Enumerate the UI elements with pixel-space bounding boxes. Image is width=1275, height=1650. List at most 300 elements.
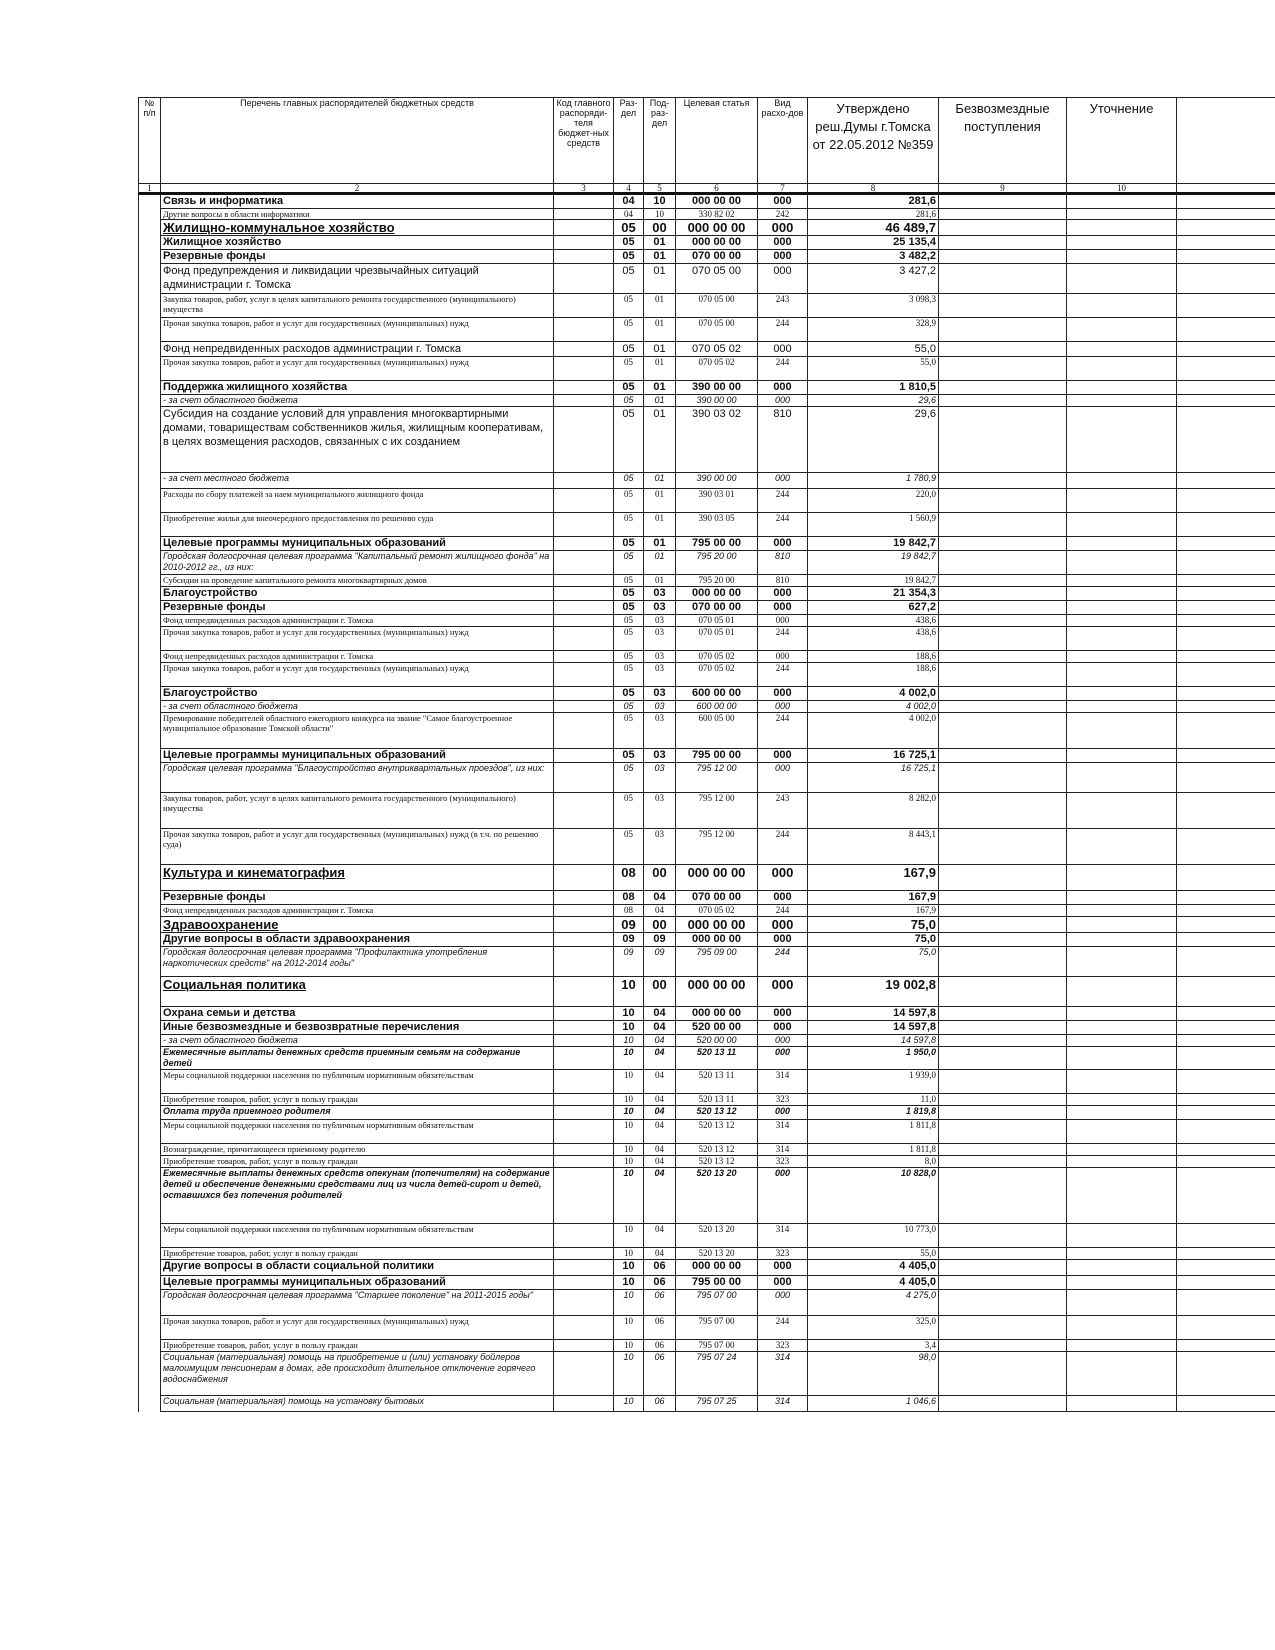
table-row — [139, 395, 1275, 407]
approved-amount: 29,6 — [808, 407, 939, 473]
approved-amount: 188,6 — [808, 663, 939, 687]
num-cell — [139, 551, 161, 575]
extra-cell — [1177, 1276, 1275, 1290]
expense-type-cell: 000 — [758, 891, 808, 905]
section-cell: 05 — [614, 829, 644, 865]
table-row — [139, 1106, 1275, 1120]
row-name: Фонд непредвиденных расходов администрации г. Томска — [161, 905, 554, 917]
expense-type-cell: 000 — [758, 1106, 808, 1120]
approved-amount: 16 725,1 — [808, 749, 939, 763]
target-item-cell: 000 00 00 — [676, 587, 758, 601]
clarification-cell — [1067, 1224, 1177, 1248]
target-item-cell: 795 07 00 — [676, 1340, 758, 1352]
extra-cell — [1177, 537, 1275, 551]
table-header-row — [139, 98, 1275, 184]
row-name: Прочая закупка товаров, работ и услуг для государственных (муниципальных) нужд (в т.ч. по решению суда) — [161, 829, 554, 865]
subsection-cell: 04 — [644, 1168, 676, 1224]
section-cell: 08 — [614, 891, 644, 905]
code-cell — [554, 1021, 614, 1035]
approved-amount: 8 282,0 — [808, 793, 939, 829]
grants-cell — [939, 1352, 1067, 1396]
section-cell: 10 — [614, 1396, 644, 1412]
num-cell — [139, 1248, 161, 1260]
code-cell — [554, 615, 614, 627]
col-number-9: 9 — [939, 184, 1067, 194]
expense-type-cell: 314 — [758, 1352, 808, 1396]
num-cell — [139, 407, 161, 473]
grants-cell — [939, 891, 1067, 905]
row-name: Оплата труда приемного родителя — [161, 1106, 554, 1120]
num-cell — [139, 1106, 161, 1120]
table-row — [139, 1224, 1275, 1248]
section-cell: 04 — [614, 194, 644, 209]
table-row — [139, 575, 1275, 587]
num-cell — [139, 1396, 161, 1412]
num-cell — [139, 381, 161, 395]
clarification-cell — [1067, 829, 1177, 865]
grants-cell — [939, 1120, 1067, 1144]
section-cell: 10 — [614, 1156, 644, 1168]
target-item-cell: 070 05 00 — [676, 264, 758, 294]
row-name: Прочая закупка товаров, работ и услуг для государственных (муниципальных) нужд — [161, 627, 554, 651]
expense-type-cell: 810 — [758, 551, 808, 575]
row-name: Приобретение жилья для внеочередного предоставления по решению суда — [161, 513, 554, 537]
code-cell — [554, 587, 614, 601]
grants-cell — [939, 209, 1067, 220]
table-row — [139, 264, 1275, 294]
clarification-cell — [1067, 264, 1177, 294]
expense-type-cell: 000 — [758, 473, 808, 489]
table-body — [139, 194, 1275, 1412]
num-cell — [139, 917, 161, 933]
row-name: - за счет областного бюджета — [161, 395, 554, 407]
section-cell: 10 — [614, 1106, 644, 1120]
extra-cell — [1177, 1290, 1275, 1316]
expense-type-cell: 000 — [758, 220, 808, 236]
subsection-cell: 04 — [644, 891, 676, 905]
grants-cell — [939, 1276, 1067, 1290]
clarification-cell — [1067, 395, 1177, 407]
section-cell: 05 — [614, 627, 644, 651]
expense-type-cell: 323 — [758, 1248, 808, 1260]
section-cell: 05 — [614, 264, 644, 294]
expense-type-cell: 314 — [758, 1396, 808, 1412]
target-item-cell: 390 00 00 — [676, 381, 758, 395]
num-cell — [139, 829, 161, 865]
subsection-cell: 03 — [644, 587, 676, 601]
subsection-cell: 01 — [644, 473, 676, 489]
clarification-cell — [1067, 763, 1177, 793]
extra-cell — [1177, 236, 1275, 250]
extra-cell — [1177, 551, 1275, 575]
extra-cell — [1177, 395, 1275, 407]
extra-cell — [1177, 1047, 1275, 1070]
expense-type-cell: 000 — [758, 763, 808, 793]
clarification-cell — [1067, 905, 1177, 917]
num-cell — [139, 1276, 161, 1290]
expense-type-cell: 000 — [758, 264, 808, 294]
approved-amount: 1 950,0 — [808, 1047, 939, 1070]
clarification-cell — [1067, 793, 1177, 829]
row-name: Культура и кинематография — [161, 865, 554, 891]
subsection-cell: 03 — [644, 687, 676, 701]
num-cell — [139, 701, 161, 713]
header-number: № п/п — [139, 98, 161, 184]
target-item-cell: 070 05 01 — [676, 615, 758, 627]
row-name: Благоустройство — [161, 587, 554, 601]
subsection-cell: 01 — [644, 318, 676, 342]
expense-type-cell: 314 — [758, 1224, 808, 1248]
approved-amount: 19 002,8 — [808, 977, 939, 1007]
approved-amount: 25 135,4 — [808, 236, 939, 250]
section-cell: 09 — [614, 947, 644, 977]
grants-cell — [939, 1047, 1067, 1070]
code-cell — [554, 933, 614, 947]
grants-cell — [939, 749, 1067, 763]
expense-type-cell: 244 — [758, 513, 808, 537]
grants-cell — [939, 1156, 1067, 1168]
table-row — [139, 294, 1275, 318]
clarification-cell — [1067, 551, 1177, 575]
expense-type-cell: 314 — [758, 1070, 808, 1094]
table-row — [139, 627, 1275, 651]
header-expense-type: Вид расхо-дов — [758, 98, 808, 184]
extra-cell — [1177, 407, 1275, 473]
section-cell: 05 — [614, 250, 644, 264]
extra-cell — [1177, 1070, 1275, 1094]
subsection-cell: 00 — [644, 917, 676, 933]
section-cell: 05 — [614, 537, 644, 551]
subsection-cell: 04 — [644, 1094, 676, 1106]
extra-cell — [1177, 1144, 1275, 1156]
num-cell — [139, 1035, 161, 1047]
subsection-cell: 06 — [644, 1276, 676, 1290]
expense-type-cell: 000 — [758, 381, 808, 395]
subsection-cell: 03 — [644, 701, 676, 713]
extra-cell — [1177, 917, 1275, 933]
clarification-cell — [1067, 687, 1177, 701]
grants-cell — [939, 977, 1067, 1007]
expense-type-cell: 000 — [758, 865, 808, 891]
approved-amount: 4 002,0 — [808, 701, 939, 713]
section-cell: 05 — [614, 220, 644, 236]
section-cell: 05 — [614, 575, 644, 587]
code-cell — [554, 1106, 614, 1120]
grants-cell — [939, 1021, 1067, 1035]
grants-cell — [939, 194, 1067, 209]
table-row — [139, 1021, 1275, 1035]
approved-amount: 438,6 — [808, 615, 939, 627]
grants-cell — [939, 627, 1067, 651]
target-item-cell: 070 05 00 — [676, 294, 758, 318]
code-cell — [554, 381, 614, 395]
approved-amount: 75,0 — [808, 933, 939, 947]
row-name: Резервные фонды — [161, 891, 554, 905]
table-row — [139, 905, 1275, 917]
code-cell — [554, 763, 614, 793]
num-cell — [139, 318, 161, 342]
code-cell — [554, 1094, 614, 1106]
num-cell — [139, 687, 161, 701]
num-cell — [139, 905, 161, 917]
expense-type-cell: 244 — [758, 829, 808, 865]
table-row — [139, 947, 1275, 977]
clarification-cell — [1067, 1352, 1177, 1396]
target-item-cell: 000 00 00 — [676, 1260, 758, 1276]
section-cell: 05 — [614, 294, 644, 318]
subsection-cell: 04 — [644, 1035, 676, 1047]
code-cell — [554, 537, 614, 551]
row-name: Благоустройство — [161, 687, 554, 701]
subsection-cell: 06 — [644, 1260, 676, 1276]
code-cell — [554, 575, 614, 587]
clarification-cell — [1067, 294, 1177, 318]
num-cell — [139, 194, 161, 209]
row-name: Премирование победителей областного ежегодного конкурса на звание "Самое благоустроенное муниципальное образование Томской области" — [161, 713, 554, 749]
subsection-cell: 03 — [644, 749, 676, 763]
table-row — [139, 615, 1275, 627]
clarification-cell — [1067, 250, 1177, 264]
row-name: Приобретение товаров, работ, услуг в пользу граждан — [161, 1156, 554, 1168]
row-name: Ежемесячные выплаты денежных средств приемным семьям на содержание детей — [161, 1047, 554, 1070]
code-cell — [554, 977, 614, 1007]
extra-cell — [1177, 627, 1275, 651]
section-cell: 10 — [614, 1094, 644, 1106]
extra-cell — [1177, 1248, 1275, 1260]
target-item-cell: 390 03 02 — [676, 407, 758, 473]
subsection-cell: 03 — [644, 793, 676, 829]
subsection-cell: 01 — [644, 342, 676, 357]
expense-type-cell: 314 — [758, 1144, 808, 1156]
grants-cell — [939, 1144, 1067, 1156]
target-item-cell: 795 12 00 — [676, 763, 758, 793]
section-cell: 05 — [614, 701, 644, 713]
expense-type-cell: 000 — [758, 587, 808, 601]
clarification-cell — [1067, 977, 1177, 1007]
section-cell: 09 — [614, 933, 644, 947]
clarification-cell — [1067, 1248, 1177, 1260]
section-cell: 10 — [614, 1290, 644, 1316]
row-name: Резервные фонды — [161, 601, 554, 615]
clarification-cell — [1067, 1047, 1177, 1070]
section-cell: 05 — [614, 342, 644, 357]
approved-amount: 10 828,0 — [808, 1168, 939, 1224]
clarification-cell — [1067, 663, 1177, 687]
clarification-cell — [1067, 651, 1177, 663]
row-name: Иные безвозмездные и безвозвратные перечисления — [161, 1021, 554, 1035]
expense-type-cell: 810 — [758, 407, 808, 473]
subsection-cell: 01 — [644, 407, 676, 473]
subsection-cell: 04 — [644, 1070, 676, 1094]
subsection-cell: 01 — [644, 395, 676, 407]
col-number-extra — [1177, 184, 1275, 194]
row-name: Прочая закупка товаров, работ и услуг для государственных (муниципальных) нужд — [161, 1316, 554, 1340]
table-row — [139, 537, 1275, 551]
approved-amount: 167,9 — [808, 891, 939, 905]
section-cell: 04 — [614, 209, 644, 220]
grants-cell — [939, 687, 1067, 701]
section-cell: 09 — [614, 917, 644, 933]
section-cell: 05 — [614, 551, 644, 575]
subsection-cell: 00 — [644, 220, 676, 236]
table-row — [139, 1276, 1275, 1290]
clarification-cell — [1067, 1168, 1177, 1224]
approved-amount: 1 780,9 — [808, 473, 939, 489]
code-cell — [554, 891, 614, 905]
section-cell: 05 — [614, 513, 644, 537]
num-cell — [139, 663, 161, 687]
section-cell: 05 — [614, 663, 644, 687]
table-row — [139, 917, 1275, 933]
expense-type-cell: 000 — [758, 537, 808, 551]
subsection-cell: 04 — [644, 1156, 676, 1168]
subsection-cell: 01 — [644, 357, 676, 381]
approved-amount: 4 002,0 — [808, 713, 939, 749]
row-name: Охрана семьи и детства — [161, 1007, 554, 1021]
extra-cell — [1177, 829, 1275, 865]
clarification-cell — [1067, 865, 1177, 891]
code-cell — [554, 1248, 614, 1260]
section-cell: 05 — [614, 357, 644, 381]
grants-cell — [939, 663, 1067, 687]
grants-cell — [939, 1224, 1067, 1248]
code-cell — [554, 905, 614, 917]
approved-amount: 1 811,8 — [808, 1120, 939, 1144]
extra-cell — [1177, 1316, 1275, 1340]
code-cell — [554, 1120, 614, 1144]
num-cell — [139, 651, 161, 663]
row-name: Фонд предупреждения и ликвидации чрезвычайных ситуаций администрации г. Томска — [161, 264, 554, 294]
approved-amount: 167,9 — [808, 865, 939, 891]
grants-cell — [939, 1260, 1067, 1276]
num-cell — [139, 1070, 161, 1094]
target-item-cell: 070 00 00 — [676, 891, 758, 905]
code-cell — [554, 1290, 614, 1316]
expense-type-cell: 323 — [758, 1094, 808, 1106]
row-name: Субсидия на создание условий для управления многоквартирными домами, товариществам собственников жилья, жилищным кооперативам, в целях возмещения расходов, связанных с их созданием — [161, 407, 554, 473]
num-cell — [139, 1290, 161, 1316]
expense-type-cell: 314 — [758, 1120, 808, 1144]
target-item-cell: 795 12 00 — [676, 793, 758, 829]
target-item-cell: 520 00 00 — [676, 1021, 758, 1035]
row-name: Социальная (материальная) помощь на приобретение и (или) установку бойлеров малоимущим пенсионерам в домах, где происходит длительное отключение горячего водоснабжения — [161, 1352, 554, 1396]
clarification-cell — [1067, 933, 1177, 947]
num-cell — [139, 1144, 161, 1156]
subsection-cell: 06 — [644, 1316, 676, 1340]
code-cell — [554, 1007, 614, 1021]
clarification-cell — [1067, 1120, 1177, 1144]
code-cell — [554, 1070, 614, 1094]
table-row — [139, 1316, 1275, 1340]
num-cell — [139, 1168, 161, 1224]
header-extra — [1177, 98, 1275, 184]
extra-cell — [1177, 342, 1275, 357]
col-number-5: 5 — [644, 184, 676, 194]
grants-cell — [939, 1007, 1067, 1021]
subsection-cell: 10 — [644, 209, 676, 220]
extra-cell — [1177, 977, 1275, 1007]
target-item-cell: 795 09 00 — [676, 947, 758, 977]
code-cell — [554, 236, 614, 250]
code-cell — [554, 601, 614, 615]
code-cell — [554, 264, 614, 294]
target-item-cell: 000 00 00 — [676, 977, 758, 1007]
clarification-cell — [1067, 749, 1177, 763]
extra-cell — [1177, 763, 1275, 793]
code-cell — [554, 407, 614, 473]
clarification-cell — [1067, 1290, 1177, 1316]
section-cell: 10 — [614, 1007, 644, 1021]
col-number-3: 3 — [554, 184, 614, 194]
num-cell — [139, 1156, 161, 1168]
table-row — [139, 701, 1275, 713]
section-cell: 05 — [614, 395, 644, 407]
grants-cell — [939, 1316, 1067, 1340]
clarification-cell — [1067, 381, 1177, 395]
row-name: Прочая закупка товаров, работ и услуг для государственных (муниципальных) нужд — [161, 663, 554, 687]
subsection-cell: 06 — [644, 1396, 676, 1412]
table-row — [139, 1120, 1275, 1144]
grants-cell — [939, 601, 1067, 615]
grants-cell — [939, 250, 1067, 264]
section-cell: 10 — [614, 1260, 644, 1276]
subsection-cell: 01 — [644, 236, 676, 250]
num-cell — [139, 395, 161, 407]
target-item-cell: 520 13 12 — [676, 1144, 758, 1156]
num-cell — [139, 1094, 161, 1106]
clarification-cell — [1067, 1144, 1177, 1156]
extra-cell — [1177, 1007, 1275, 1021]
col-number-10: 10 — [1067, 184, 1177, 194]
clarification-cell — [1067, 1156, 1177, 1168]
extra-cell — [1177, 1094, 1275, 1106]
subsection-cell: 04 — [644, 1224, 676, 1248]
num-cell — [139, 713, 161, 749]
num-cell — [139, 1007, 161, 1021]
subsection-cell: 01 — [644, 381, 676, 395]
target-item-cell: 070 05 01 — [676, 627, 758, 651]
section-cell: 08 — [614, 905, 644, 917]
num-cell — [139, 357, 161, 381]
expense-type-cell: 000 — [758, 194, 808, 209]
row-name: Здравоохранение — [161, 917, 554, 933]
extra-cell — [1177, 250, 1275, 264]
approved-amount: 325,0 — [808, 1316, 939, 1340]
approved-amount: 1 810,5 — [808, 381, 939, 395]
approved-amount: 1 939,0 — [808, 1070, 939, 1094]
num-cell — [139, 294, 161, 318]
grants-cell — [939, 1290, 1067, 1316]
extra-cell — [1177, 220, 1275, 236]
grants-cell — [939, 236, 1067, 250]
expense-type-cell: 000 — [758, 1260, 808, 1276]
target-item-cell: 795 07 25 — [676, 1396, 758, 1412]
expense-type-cell: 244 — [758, 318, 808, 342]
extra-cell — [1177, 1156, 1275, 1168]
extra-cell — [1177, 1021, 1275, 1035]
target-item-cell: 330 82 02 — [676, 209, 758, 220]
code-cell — [554, 357, 614, 381]
section-cell: 10 — [614, 1224, 644, 1248]
subsection-cell: 03 — [644, 627, 676, 651]
approved-amount: 21 354,3 — [808, 587, 939, 601]
section-cell: 05 — [614, 749, 644, 763]
approved-amount: 98,0 — [808, 1352, 939, 1396]
row-name: Закупка товаров, работ, услуг в целях капитального ремонта государственного (муниципального) имущества — [161, 793, 554, 829]
target-item-cell: 000 00 00 — [676, 194, 758, 209]
row-name: - за счет областного бюджета — [161, 701, 554, 713]
expense-type-cell: 323 — [758, 1156, 808, 1168]
